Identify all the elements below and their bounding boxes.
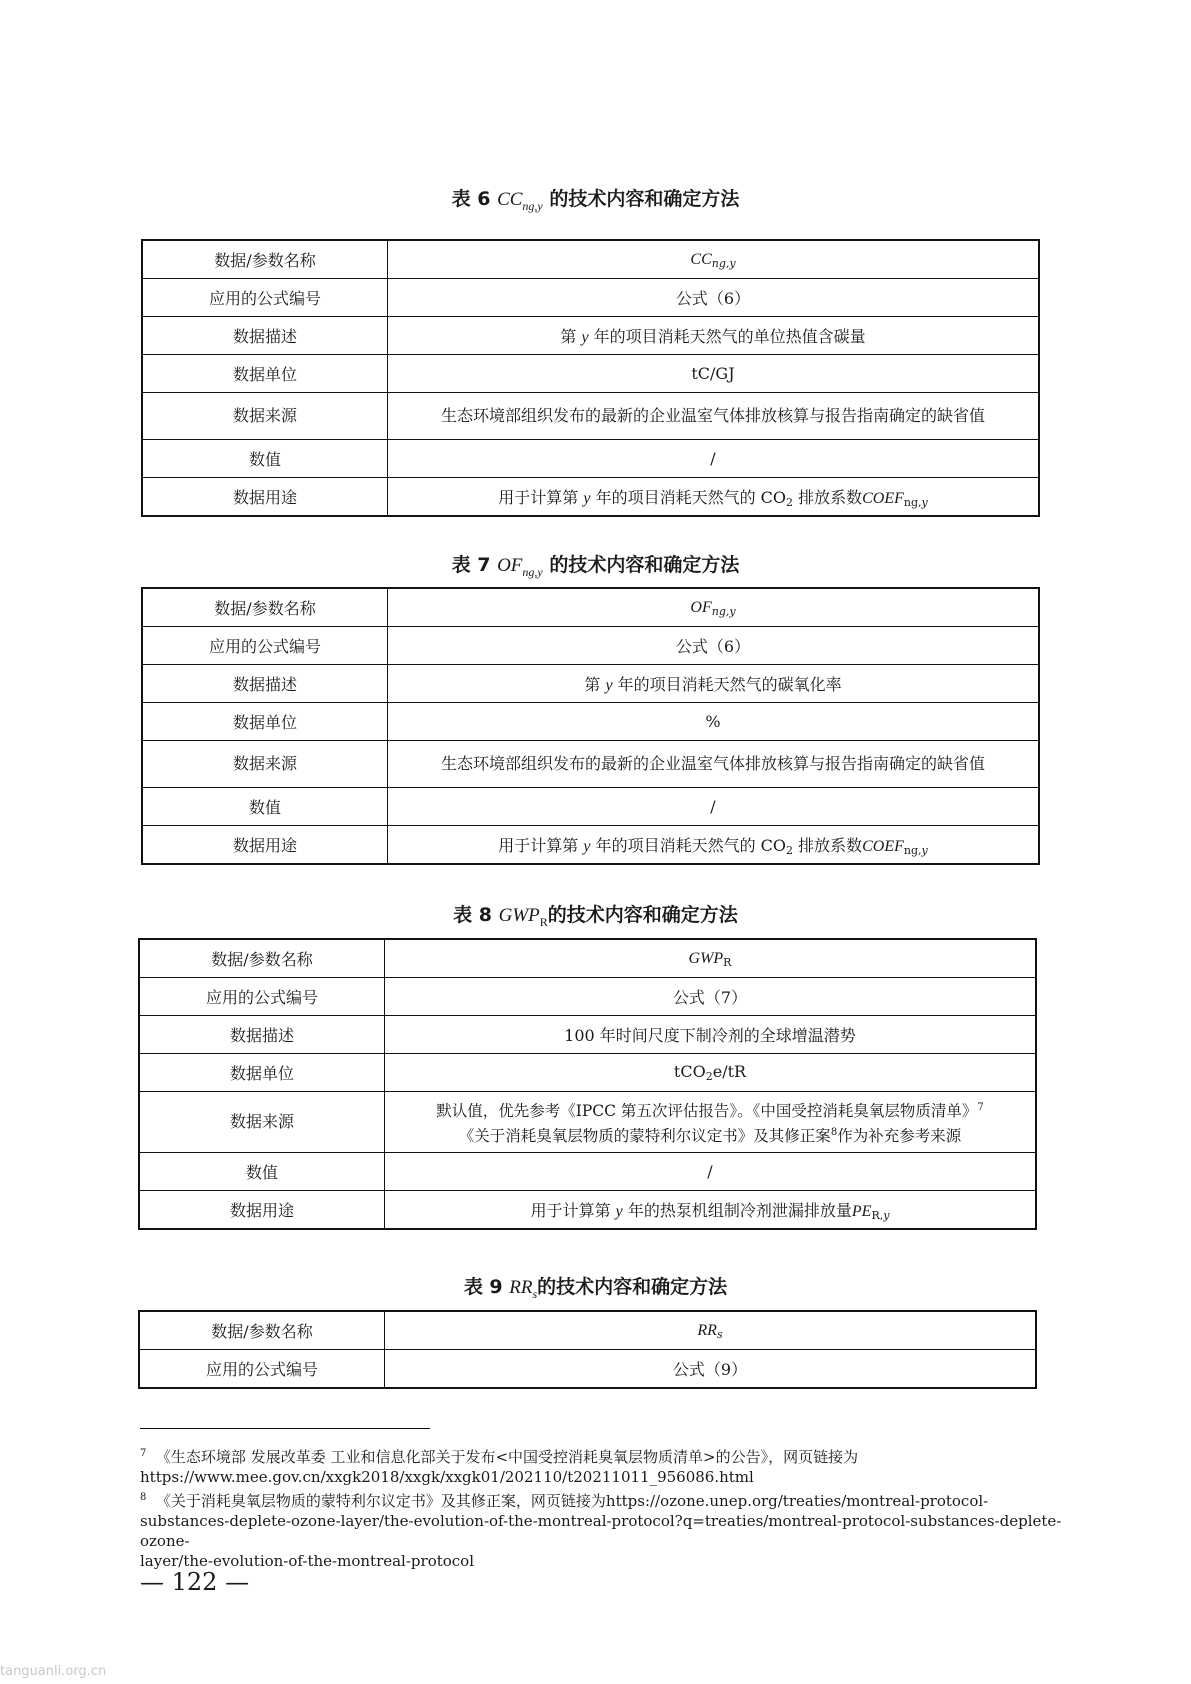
label-use: 数据用途 xyxy=(139,1191,385,1230)
source: 生态环境部组织发布的最新的企业温室气体排放核算与报告指南确定的缺省值 xyxy=(388,741,1040,788)
param-name: RRs xyxy=(385,1311,1037,1350)
source: 生态环境部组织发布的最新的企业温室气体排放核算与报告指南确定的缺省值 xyxy=(388,393,1040,440)
label-desc: 数据描述 xyxy=(142,665,388,703)
usage: 用于计算第 y 年的项目消耗天然气的 $CO_2$ 排放系数$COEF_{ng,}y$ xyxy=(388,478,1040,517)
label-name: 数据/参数名称 xyxy=(139,1311,385,1350)
formula-number: 公式（6） xyxy=(388,279,1040,317)
formula-number: 公式（9） xyxy=(385,1350,1037,1389)
usage: 用于计算第 y 年的热泵机组制冷剂泄漏排放量$PE_{R,}y$ xyxy=(385,1191,1037,1230)
unit: tCO$_2$e/tR xyxy=(385,1054,1037,1092)
formula-number: 公式（7） xyxy=(385,978,1037,1016)
label-name: 数据/参数名称 xyxy=(142,240,388,279)
param-name: OFng,y xyxy=(388,588,1040,627)
description: 第 y 年的项目消耗天然气的碳氧化率 xyxy=(388,665,1040,703)
table-6-caption: 表 6 $CC_{ng,y}$ 的技术内容和确定方法 xyxy=(451,188,740,213)
unit: % xyxy=(388,703,1040,741)
page-number: — 122 — xyxy=(140,1568,250,1596)
param-name: $GWP_R$ xyxy=(385,939,1037,978)
label-value: 数值 xyxy=(142,440,388,478)
label-formula: 应用的公式编号 xyxy=(142,279,388,317)
table-7-caption: 表 7 $OF_{ng,y}$ 的技术内容和确定方法 xyxy=(451,554,740,579)
description: 第 y 年的项目消耗天然气的单位热值含碳量 xyxy=(388,317,1040,355)
label-formula: 应用的公式编号 xyxy=(139,1350,385,1389)
label-use: 数据用途 xyxy=(142,826,388,865)
param-name: CCng,y xyxy=(388,240,1040,279)
footnote-7-link[interactable]: https://www.mee.gov.cn/xxgk2018/xxgk/xxgk01/202110/t20211011_956086.html xyxy=(140,1468,754,1486)
label-desc: 数据描述 xyxy=(139,1016,385,1054)
value: / xyxy=(388,440,1040,478)
label-source: 数据来源 xyxy=(139,1092,385,1153)
label-value: 数值 xyxy=(139,1153,385,1191)
table-8 xyxy=(138,938,1037,1230)
unit: tC/GJ xyxy=(388,355,1040,393)
label-name: 数据/参数名称 xyxy=(142,588,388,627)
value: / xyxy=(388,788,1040,826)
watermark: tanguanli.org.cn xyxy=(0,1664,107,1679)
label-unit: 数据单位 xyxy=(139,1054,385,1092)
label-unit: 数据单位 xyxy=(142,703,388,741)
label-source: 数据来源 xyxy=(142,393,388,440)
label-unit: 数据单位 xyxy=(142,355,388,393)
label-name: 数据/参数名称 xyxy=(139,939,385,978)
usage: 用于计算第 y 年的项目消耗天然气的 $CO_2$ 排放系数$COEF_{ng,}y$ xyxy=(388,826,1040,865)
table-7 xyxy=(141,587,1040,865)
label-value: 数值 xyxy=(142,788,388,826)
table-6 xyxy=(141,239,1040,517)
label-formula: 应用的公式编号 xyxy=(142,627,388,665)
label-use: 数据用途 xyxy=(142,478,388,517)
value: / xyxy=(385,1153,1037,1191)
table-8-caption: 表 8 $GWP_R$的技术内容和确定方法 xyxy=(453,904,738,929)
footnote-divider xyxy=(140,1428,430,1429)
source: 默认值，优先参考《IPCC 第五次评估报告》。《中国受控消耗臭氧层物质清单》$^7$ 《关于消耗臭氧层物质的蒙特利尔议定书》及其修正案$^8$作为补充参考来源 xyxy=(385,1092,1037,1153)
label-source: 数据来源 xyxy=(142,741,388,788)
table-9-caption: 表 9 $RR_s$的技术内容和确定方法 xyxy=(463,1276,728,1301)
table-9 xyxy=(138,1310,1037,1389)
label-formula: 应用的公式编号 xyxy=(139,978,385,1016)
formula-number: 公式（6） xyxy=(388,627,1040,665)
description: 100 年时间尺度下制冷剂的全球增温潜势 xyxy=(385,1016,1037,1054)
label-desc: 数据描述 xyxy=(142,317,388,355)
footnote-8: $^8$ 《关于消耗臭氧层物质的蒙特利尔议定书》及其修正案，网页链接为https://ozone.unep.org/treaties/montreal-protocol- substances-deplete-ozone-layer/the-evolution-of-the-montreal-protocol?q=treaties/montreal-protocol-substances-deplete-ozone- layer/the-evolution-of-the-montreal-protocol xyxy=(140,1492,1062,1570)
footnote-7: $^7$ 《生态环境部 发展改革委 工业和信息化部关于发布<中国受控消耗臭氧层物质清单>的公告》，网页链接为 https://www.mee.gov.cn/xxgk2018/xxgk/xxgk01/202110/t20211011_956086.html xyxy=(140,1444,1080,1487)
